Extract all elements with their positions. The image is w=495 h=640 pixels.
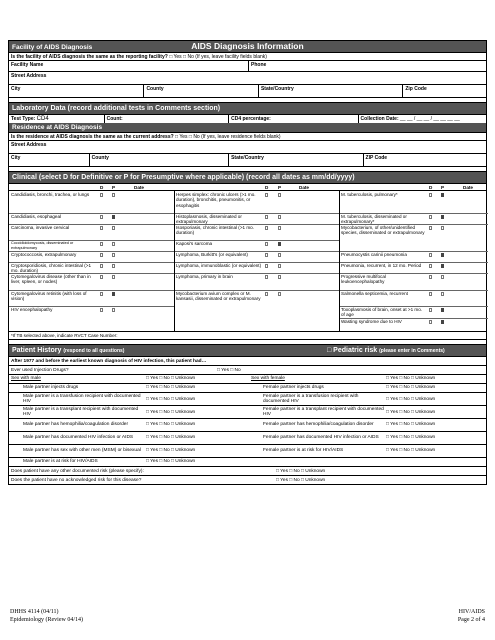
clinical-body <box>9 191 486 331</box>
cd4-percentage-field[interactable]: CD4 percentage: <box>228 115 357 123</box>
partner-risk-row <box>9 405 486 418</box>
male-partner-risk-answer[interactable]: □ Yes □ No □ Unknown <box>146 409 196 415</box>
definitive-checkbox[interactable] <box>265 253 268 257</box>
residence-county-field[interactable]: County <box>89 154 228 166</box>
female-partner-risk-answer[interactable]: □ Yes □ No □ Unknown <box>386 409 436 415</box>
idu-yes-no[interactable]: □ Yes □ No <box>217 367 241 373</box>
residence-yes-no[interactable]: □ Yes □ No <box>175 134 200 140</box>
lab-section-header: Laboratory Data (record additional tests in Comments section) <box>9 103 486 114</box>
clinical-condition-col3-3: Pneumocystis carinii pneumonia <box>341 252 407 257</box>
column-divider <box>339 191 340 331</box>
definitive-checkbox[interactable] <box>100 215 103 219</box>
clinical-condition-col2-3: Kaposi's sarcoma <box>176 241 213 246</box>
definitive-checkbox[interactable] <box>100 264 103 268</box>
clinical-condition-col2-1: Histoplasmosis, disseminated or extrapulmonary <box>176 214 242 225</box>
definitive-checkbox[interactable] <box>100 308 103 312</box>
residence-state-field[interactable]: State/Country <box>228 154 362 166</box>
presumptive-checkbox[interactable] <box>441 292 444 296</box>
diagnosis-date-field[interactable] <box>122 306 174 318</box>
partner-risk-row <box>9 418 486 431</box>
diagnosis-date-field[interactable] <box>122 273 174 290</box>
col3-p-header: P <box>441 185 445 190</box>
definitive-checkbox[interactable] <box>100 242 103 246</box>
no-risk-question: Does the patient have no acknowledged risk for this disease? <box>11 477 142 483</box>
col1-d-header: D <box>100 185 104 190</box>
diagnosis-date-field[interactable] <box>122 251 174 262</box>
male-partner-risk-label: Male partner is a transplant recipient with documented HIV <box>23 406 139 417</box>
col3-d-header: D <box>429 185 433 190</box>
male-partner-risk-label: Male partner has hemophilia/coagulation disorder <box>23 422 129 428</box>
definitive-checkbox[interactable] <box>265 264 268 268</box>
definitive-checkbox[interactable] <box>100 226 103 230</box>
risk-intro-row <box>9 356 486 365</box>
row-divider <box>339 262 488 263</box>
clinical-condition-col2-4: Lymphoma, Burkitt's (or equivalent) <box>176 252 248 257</box>
clinical-condition-col1-2: Carcinoma, invasive cervical <box>11 225 70 230</box>
presumptive-checkbox[interactable] <box>441 253 444 257</box>
female-partner-risk-label: Female partner is a transfusion recipient with documented HIV <box>263 393 359 404</box>
presumptive-checkbox[interactable] <box>112 215 115 219</box>
female-partner-risk-label: Female partner is at risk for HIV/AIDS <box>263 448 344 454</box>
facility-city-field[interactable]: City <box>11 86 21 92</box>
diagnosis-date-field[interactable] <box>122 224 174 240</box>
facility-note: (If yes, leave facility fields blank) <box>195 54 267 60</box>
facility-zip-field[interactable]: Zip Code <box>402 85 486 97</box>
row-divider <box>174 290 339 291</box>
presumptive-checkbox[interactable] <box>112 193 115 197</box>
diagnosis-date-field[interactable] <box>288 273 339 290</box>
tb-rvct-note[interactable]: *If TB selected above, indicate RVCT Case Number: <box>9 331 486 339</box>
residence-section-header: Residence at AIDS Diagnosis <box>9 123 486 132</box>
row-divider <box>9 213 174 214</box>
presumptive-checkbox[interactable] <box>278 275 281 279</box>
male-partner-risk-label: Male partner has sex with other men (MSM) or bisexual <box>23 448 141 454</box>
male-partner-risk-label: Male partner is a transfusion recipient with documented HIV <box>23 393 141 404</box>
male-partner-risk-label: Male partner is at risk for HIV/AIDS <box>23 459 98 465</box>
row-divider <box>9 240 174 241</box>
residence-city-row <box>9 153 486 166</box>
lab-row <box>9 114 486 123</box>
definitive-checkbox[interactable] <box>100 292 103 296</box>
clinical-condition-col3-8: Wasting syndrome due to HIV <box>341 319 402 324</box>
sex-with-male-answer[interactable]: □ Yes □ No □ Unknown <box>146 376 196 382</box>
row-divider <box>9 290 174 291</box>
definitive-checkbox[interactable] <box>265 226 268 230</box>
residence-street-field[interactable]: Street Address <box>11 142 47 148</box>
presumptive-checkbox[interactable] <box>441 308 444 312</box>
presumptive-checkbox[interactable] <box>112 275 115 279</box>
clinical-condition-col2-7: Mycobacterium avium complex or M. kansasii, disseminated or extrapulmonary <box>176 291 261 302</box>
diagnosis-date-field[interactable] <box>122 240 174 251</box>
form-category: HIV/AIDS <box>458 609 485 615</box>
clinical-condition-col1-8: HIV encephalopathy <box>11 307 53 312</box>
column-divider <box>174 191 175 331</box>
other-risk-answer[interactable]: □ Yes □ No □ Unknown <box>276 468 326 474</box>
diagnosis-date-field[interactable] <box>288 251 339 262</box>
diagnosis-date-field[interactable] <box>122 290 174 306</box>
row-divider <box>174 224 339 225</box>
male-partner-risk-answer[interactable]: □ Yes □ No □ Unknown <box>146 435 196 441</box>
definitive-checkbox[interactable] <box>429 320 432 324</box>
diagnosis-date-field[interactable] <box>451 318 488 331</box>
row-divider <box>9 251 174 252</box>
pediatric-risk-checkbox[interactable]: □ Pediatric risk <box>327 347 378 354</box>
diagnosis-date-field[interactable] <box>451 191 488 213</box>
idu-question: Ever used Injection Drugs? <box>11 367 69 373</box>
diagnosis-date-field[interactable] <box>451 273 488 290</box>
definitive-checkbox[interactable] <box>429 226 432 230</box>
risk-partners <box>9 374 486 466</box>
clinical-condition-col2-6: Lymphoma, primary in brain <box>176 274 233 279</box>
facility-section-header: Facility of AIDS Diagnosis <box>12 44 93 51</box>
diagnosis-date-field[interactable] <box>451 251 488 262</box>
clinical-condition-col2-2: Isosporiasis, chronic intestinal (>1 mo. duration) <box>176 225 254 236</box>
definitive-checkbox[interactable] <box>429 308 432 312</box>
diagnosis-date-field[interactable] <box>288 290 339 318</box>
facility-county-field[interactable]: County <box>143 85 258 97</box>
presumptive-checkbox[interactable] <box>278 242 281 246</box>
row-divider <box>9 262 174 263</box>
clinical-condition-col1-5: Cryptosporidiosis, chronic intestinal (>1 mo. duration) <box>11 263 92 274</box>
collection-date-label: Collection Date: <box>360 116 399 122</box>
partner-risk-row <box>9 431 486 444</box>
female-partner-risk-label: Female partner has hemophilia/coagulation disorder <box>263 422 374 428</box>
residence-question: Is the residence at AIDS diagnosis the same as the current address? <box>11 134 174 140</box>
facility-name-row <box>9 60 486 71</box>
definitive-checkbox[interactable] <box>429 292 432 296</box>
diagnosis-date-field[interactable] <box>122 213 174 224</box>
row-divider <box>339 273 488 274</box>
clinical-condition-col2-0: Herpes simplex: chronic ulcers (>1 mo. duration), bronchitis, pneumonitis, or esophagitis <box>176 192 256 208</box>
row-divider <box>174 262 339 263</box>
presumptive-checkbox[interactable] <box>441 226 444 230</box>
row-divider <box>339 213 488 214</box>
row-divider <box>9 224 174 225</box>
definitive-checkbox[interactable] <box>265 292 268 296</box>
clinical-grid <box>9 183 486 339</box>
other-risk-row <box>9 466 486 475</box>
presumptive-checkbox[interactable] <box>441 275 444 279</box>
sex-partner-header-row <box>9 374 486 383</box>
male-partner-risk-answer[interactable]: □ Yes □ No □ Unknown <box>146 422 196 428</box>
col2-d-header: D <box>265 185 269 190</box>
presumptive-checkbox[interactable] <box>112 242 115 246</box>
male-partner-risk-label: Male partner injects drugs <box>23 385 79 391</box>
female-partner-risk-label: Female partner is a transplant recipient with documented HIV <box>263 406 384 417</box>
diagnosis-date-field[interactable] <box>451 262 488 273</box>
diagnosis-date-field[interactable] <box>288 224 339 240</box>
sex-with-male-label: Sex with male <box>11 376 41 382</box>
form-number: DHHS 4114 (04/11) <box>10 609 59 615</box>
male-partner-risk-answer[interactable]: □ Yes □ No □ Unknown <box>146 459 196 465</box>
clinical-condition-col3-4: Pneumonia, recurrent, in 12 mo. Period <box>341 263 422 268</box>
patient-history-header: Patient History (respond to all questions) □ Pediatric risk (please enter in Comments) <box>9 345 486 356</box>
clinical-condition-col3-0: M. tuberculosis, pulmonary* <box>341 192 398 197</box>
cd4-count-field[interactable]: Count: <box>104 115 228 123</box>
clinical-condition-col2-5: Lymphoma, immunoblastic (or equivalent) <box>176 263 262 268</box>
row-divider <box>174 251 339 252</box>
diagnosis-date-field[interactable] <box>451 213 488 224</box>
col3-date-header: Date <box>463 185 473 190</box>
diagnosis-date-field[interactable] <box>288 262 339 273</box>
test-type-label: Test Type: <box>11 116 36 122</box>
row-divider <box>9 273 174 274</box>
idu-row <box>9 365 486 374</box>
facility-question-row <box>9 52 486 60</box>
presumptive-checkbox[interactable] <box>112 253 115 257</box>
col1-date-header: Date <box>134 185 144 190</box>
female-partner-risk-answer[interactable]: □ Yes □ No □ Unknown <box>386 448 436 454</box>
presumptive-checkbox[interactable] <box>441 264 444 268</box>
row-divider <box>174 213 339 214</box>
sex-with-female-label: Sex with female <box>251 376 285 382</box>
diagnosis-date-field[interactable] <box>451 306 488 318</box>
diagnosis-date-field[interactable] <box>122 262 174 273</box>
clinical-condition-col1-7: Cytomegalovirus retinitis (with loss of vision) <box>11 291 87 302</box>
male-partner-risk-label: Male partner has documented HIV infection or AIDS <box>23 435 134 441</box>
clinical-condition-col1-6: Cytomegalovirus disease (other than in liver, spleen, or nodes) <box>11 274 91 285</box>
row-divider <box>339 318 488 319</box>
risk-intro: After 1977 and before the earliest known diagnosis of HIV infection, this patient had… <box>11 358 207 364</box>
row-divider <box>339 251 488 252</box>
row-divider <box>339 290 488 291</box>
facility-yes-no[interactable]: □ Yes □ No <box>169 54 194 60</box>
presumptive-checkbox[interactable] <box>278 193 281 197</box>
definitive-checkbox[interactable] <box>100 253 103 257</box>
facility-name-field[interactable]: Facility Name <box>11 62 44 68</box>
presumptive-checkbox[interactable] <box>441 320 444 324</box>
female-partner-risk-label: Female partner has documented HIV infection or AIDS <box>263 435 379 441</box>
other-risk-question: Does patient have any other documented risk (please specify): <box>11 468 144 474</box>
test-type-value[interactable]: CD4 <box>36 116 49 122</box>
diagnosis-date-field[interactable] <box>451 224 488 251</box>
partner-risk-row <box>9 383 486 392</box>
clinical-condition-col3-5: Progressive multifocal leukoencephalopathy <box>341 274 386 285</box>
partner-risk-row <box>9 444 486 457</box>
diagnosis-date-field[interactable] <box>122 191 174 213</box>
clinical-condition-col1-1: Candidiasis, esophageal <box>11 214 62 219</box>
partner-risk-row <box>9 392 486 405</box>
female-partner-risk-label: Female partner injects drugs <box>263 385 324 391</box>
col1-p-header: P <box>112 185 116 190</box>
residence-question-row <box>9 132 486 140</box>
diagnosis-date-field[interactable] <box>288 191 339 213</box>
presumptive-checkbox[interactable] <box>441 193 444 197</box>
definitive-checkbox[interactable] <box>429 215 432 219</box>
definitive-checkbox[interactable] <box>100 275 103 279</box>
presumptive-checkbox[interactable] <box>441 215 444 219</box>
female-partner-risk-answer[interactable]: □ Yes □ No □ Unknown <box>386 385 436 391</box>
definitive-checkbox[interactable] <box>265 242 268 246</box>
clinical-condition-col3-1: M. tuberculosis, disseminated or extrapulmonary* <box>341 214 407 225</box>
collection-date-field[interactable]: __ __ / __ __ / __ __ __ __ <box>400 116 460 122</box>
residence-street-row <box>9 140 486 153</box>
definitive-checkbox[interactable] <box>100 193 103 197</box>
no-risk-answer[interactable]: □ Yes □ No □ Unknown <box>276 477 326 483</box>
facility-street-row <box>9 71 486 84</box>
clinical-condition-col1-4: Cryptococcosis, extrapulmonary <box>11 252 77 257</box>
review-date: Epidemiology (Review 04/14) <box>10 617 83 623</box>
female-partner-risk-answer[interactable]: □ Yes □ No □ Unknown <box>386 396 436 402</box>
clinical-condition-col1-0: Candidiasis, bronchi, trachea, or lungs <box>11 192 90 197</box>
female-partner-risk-answer[interactable]: □ Yes □ No □ Unknown <box>386 422 436 428</box>
presumptive-checkbox[interactable] <box>112 308 115 312</box>
facility-street-field[interactable]: Street Address <box>11 73 47 79</box>
clinical-condition-col1-3: Coccidioidomycosis, disseminated or extrapulmonary <box>11 241 74 251</box>
row-divider <box>9 306 174 307</box>
facility-question: Is the facility of AIDS diagnosis the same as the reporting facility? <box>11 54 168 60</box>
clinical-section-header: Clinical (select D for Definitive or P for Presumptive where applicable) (record all dates as mm/dd/yyyy) <box>9 172 486 183</box>
form-title: AIDS Diagnosis Information Facility of AIDS Diagnosis <box>9 41 486 52</box>
definitive-checkbox[interactable] <box>265 193 268 197</box>
male-partner-risk-answer[interactable]: □ Yes □ No □ Unknown <box>146 396 196 402</box>
sex-with-female-answer[interactable]: □ Yes □ No □ Unknown <box>386 376 436 382</box>
row-divider <box>174 240 339 241</box>
page-number: Page 2 of 4 <box>457 617 485 623</box>
row-divider <box>174 273 339 274</box>
row-divider <box>339 306 488 307</box>
presumptive-checkbox[interactable] <box>112 264 115 268</box>
residence-zip-field[interactable]: ZIP Code <box>363 154 486 166</box>
facility-state-field[interactable]: State/Country <box>258 85 402 97</box>
clinical-column-headers <box>9 184 486 191</box>
facility-city-row <box>9 84 486 97</box>
col2-date-header: Date <box>299 185 309 190</box>
no-risk-row <box>9 475 486 484</box>
aids-diagnosis-form <box>8 40 487 485</box>
presumptive-checkbox[interactable] <box>278 253 281 257</box>
female-partner-risk-answer[interactable]: □ Yes □ No □ Unknown <box>386 435 436 441</box>
residence-city-field[interactable]: City <box>11 155 21 161</box>
facility-phone-field[interactable]: Phone <box>248 61 486 71</box>
definitive-checkbox[interactable] <box>429 264 432 268</box>
residence-note: (If yes, leave residence fields blank) <box>201 134 281 140</box>
clinical-condition-col3-7: Toxoplasmosis of brain, onset at >1 mo. of age <box>341 307 423 318</box>
clinical-condition-col3-6: Salmonella septicemia, recurrent <box>341 291 408 296</box>
presumptive-checkbox[interactable] <box>112 226 115 230</box>
presumptive-checkbox[interactable] <box>278 292 281 296</box>
presumptive-checkbox[interactable] <box>278 264 281 268</box>
presumptive-checkbox[interactable] <box>278 226 281 230</box>
presumptive-checkbox[interactable] <box>112 292 115 296</box>
diagnosis-date-field[interactable] <box>288 213 339 224</box>
presumptive-checkbox[interactable] <box>278 215 281 219</box>
definitive-checkbox[interactable] <box>265 275 268 279</box>
male-partner-risk-answer[interactable]: □ Yes □ No □ Unknown <box>146 385 196 391</box>
clinical-condition-col3-2: Mycobacterium, of other/unidentified species, disseminated or extrapulmonary <box>341 225 425 236</box>
col2-p-header: P <box>278 185 282 190</box>
definitive-checkbox[interactable] <box>429 275 432 279</box>
partner-risk-row <box>9 457 486 466</box>
definitive-checkbox[interactable] <box>429 253 432 257</box>
definitive-checkbox[interactable] <box>429 193 432 197</box>
row-divider <box>339 224 488 225</box>
diagnosis-date-field[interactable] <box>451 290 488 306</box>
male-partner-risk-answer[interactable]: □ Yes □ No □ Unknown <box>146 448 196 454</box>
diagnosis-date-field[interactable] <box>288 240 339 251</box>
definitive-checkbox[interactable] <box>265 215 268 219</box>
